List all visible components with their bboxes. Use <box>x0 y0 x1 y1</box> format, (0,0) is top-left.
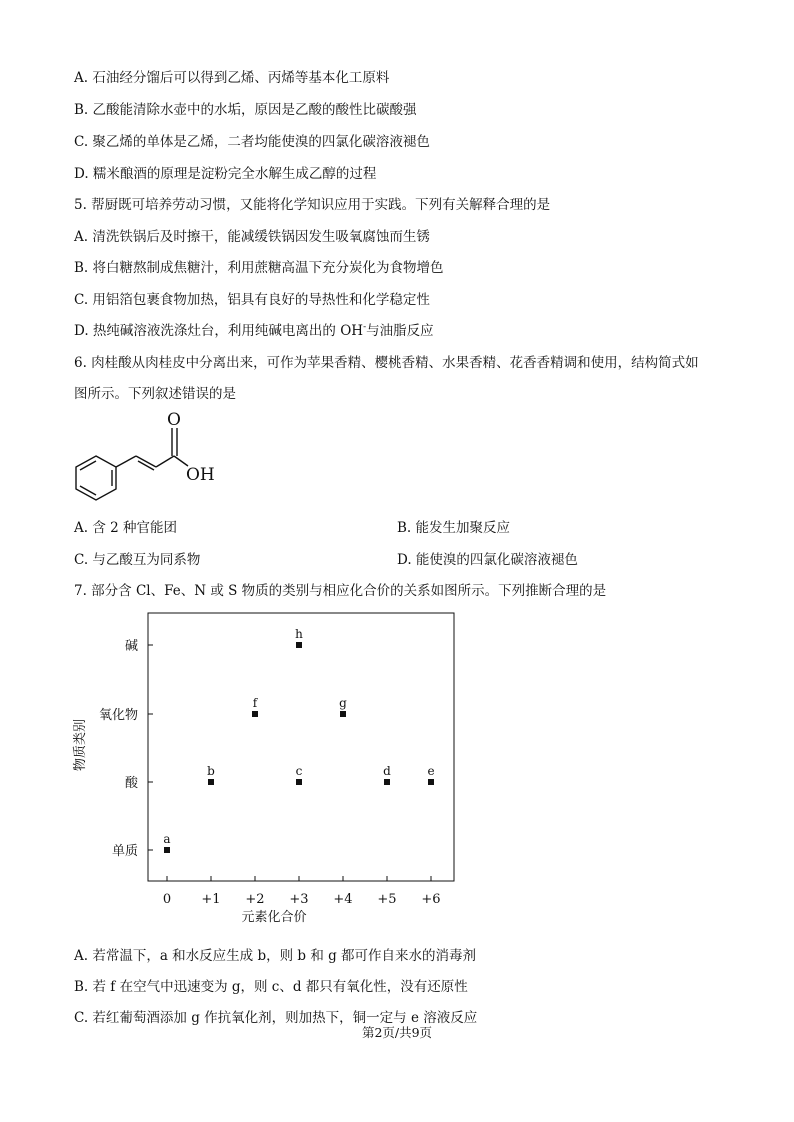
data-label-c: c <box>295 764 303 778</box>
q5-option-c: C. 用铝箔包裹食物加热，铝具有良好的导热性和化学稳定性 <box>74 292 430 308</box>
cinnamic-acid-structure <box>66 400 236 510</box>
data-label-e: e <box>427 764 435 778</box>
y-tick-label: 酸 <box>124 776 138 791</box>
x-tick-label: +5 <box>377 892 397 907</box>
q6-stem-line1: 6. 肉桂酸从肉桂皮中分离出来，可作为苹果香精、樱桃香精、水果香精、花香香精调和使用，结构简式如 <box>74 355 699 371</box>
data-label-d: d <box>383 764 391 778</box>
q5-option-d-tail: 与油脂反应 <box>366 323 434 339</box>
y-tick-label: 氧化物 <box>98 708 138 723</box>
data-point-b <box>208 779 214 785</box>
q4-option-b: B. 乙酸能清除水壶中的水垢，原因是乙酸的酸性比碳酸强 <box>74 102 417 118</box>
x-tick-label: 0 <box>162 892 172 907</box>
data-point-e <box>428 779 434 785</box>
q4-option-d: D. 糯米酿酒的原理是淀粉完全水解生成乙醇的过程 <box>74 166 377 182</box>
q6-stem-line2: 图所示。下列叙述错误的是 <box>74 386 236 402</box>
q6-option-c: C. 与乙酸互为同系物 <box>74 552 201 568</box>
y-tick-label: 单质 <box>111 844 138 859</box>
x-tick-label: +6 <box>421 892 441 907</box>
data-point-g <box>340 711 346 717</box>
data-label-b: b <box>207 764 215 778</box>
q4-option-c: C. 聚乙烯的单体是乙烯，二者均能使溴的四氯化碳溶液褪色 <box>74 134 430 150</box>
atom-o-label: O <box>167 410 181 430</box>
atom-oh-label: OH <box>186 465 215 485</box>
data-label-g: g <box>339 696 347 710</box>
data-point-h <box>296 642 302 648</box>
y-tick-label: 碱 <box>124 639 138 654</box>
q7-option-c: C. 若红葡萄酒添加 g 作抗氧化剂，则加热下，铜一定与 e 溶液反应 <box>74 1010 478 1026</box>
q5-option-b: B. 将白糖熬制成焦糖汁，利用蔗糖高温下充分炭化为食物增色 <box>74 260 444 276</box>
q4-option-a: A. 石油经分馏后可以得到乙烯、丙烯等基本化工原料 <box>74 70 390 86</box>
y-axis-label: 物质类别 <box>73 718 88 772</box>
x-axis-label: 元素化合价 <box>241 910 307 925</box>
q7-option-b: B. 若 f 在空气中迅速变为 g，则 c、d 都只有氧化性，没有还原性 <box>74 979 468 995</box>
data-point-a <box>164 847 170 853</box>
data-point-c <box>296 779 302 785</box>
x-tick-label: +4 <box>333 892 353 907</box>
x-tick-label: +3 <box>289 892 309 907</box>
data-label-f: f <box>252 696 258 710</box>
data-label-a: a <box>163 832 171 846</box>
q5-option-a: A. 清洗铁锅后及时擦干，能减缓铁锅因发生吸氧腐蚀而生锈 <box>74 229 430 245</box>
x-tick-label: +2 <box>245 892 265 907</box>
valence-category-chart <box>60 605 480 930</box>
data-label-h: h <box>295 627 303 641</box>
x-tick-label: +1 <box>201 892 221 907</box>
q5-stem: 5. 帮厨既可培养劳动习惯，又能将化学知识应用于实践。下列有关解释合理的是 <box>74 197 551 213</box>
page-footer: 第2页/共9页 <box>361 1025 433 1040</box>
q7-stem: 7. 部分含 Cl、Fe、N 或 S 物质的类别与相应化合价的关系如图所示。下列推断合理的是 <box>74 583 607 599</box>
plot-frame <box>148 613 454 881</box>
data-point-f <box>252 711 258 717</box>
q6-option-b: B. 能发生加聚反应 <box>397 520 511 536</box>
q7-option-a: A. 若常温下，a 和水反应生成 b，则 b 和 g 都可作自来水的消毒剂 <box>74 948 477 964</box>
q5-option-d-text: D. 热纯碱溶液洗涤灶台，利用纯碱电离出的 OH <box>74 323 364 339</box>
q6-option-a: A. 含 2 种官能团 <box>74 520 178 536</box>
q5-option-d-sup: - <box>363 322 367 333</box>
q6-option-d: D. 能使溴的四氯化碳溶液褪色 <box>397 552 578 568</box>
data-point-d <box>384 779 390 785</box>
q5-option-d <box>74 319 434 339</box>
